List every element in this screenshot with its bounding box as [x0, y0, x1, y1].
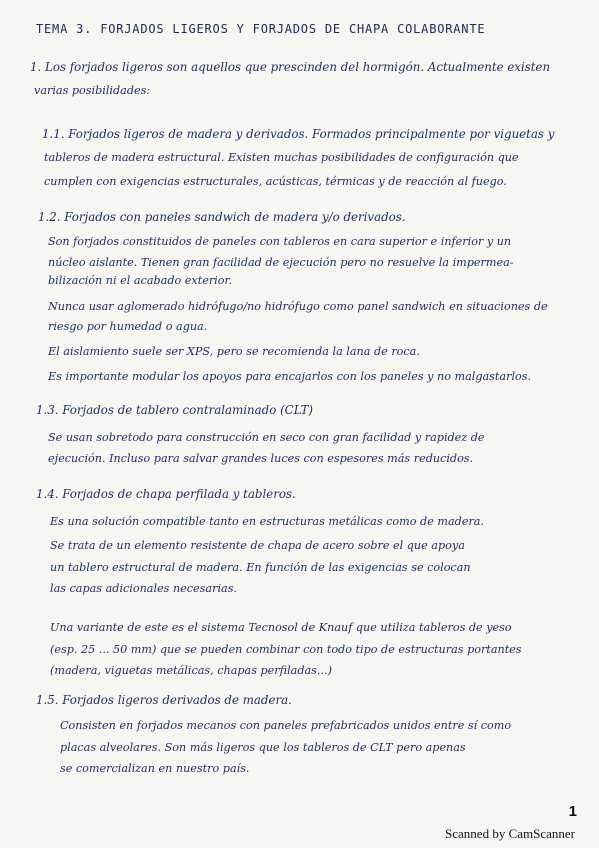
section-1-1-heading: 1.1. Forjados ligeros de madera y derivados. Formados principalmente por viguetas y: [42, 127, 555, 141]
section-1-2-line-2: núcleo aislante. Tienen gran facilidad de ejecución pero no resuelve la impermea-: [48, 256, 514, 269]
page-title: TEMA 3. FORJADOS LIGEROS Y FORJADOS DE CHAPA COLABORANTE: [36, 22, 486, 36]
section-1-4-line-3: un tablero estructural de madera. En función de las exigencias se colocan: [50, 561, 471, 574]
section-1-4-line-6: (esp. 25 ... 50 mm) que se pueden combinar con todo tipo de estructuras portantes: [50, 643, 522, 656]
section-1-2-line-6: El aislamiento suele ser XPS, pero se recomienda la lana de roca.: [48, 345, 420, 358]
section-1-2-line-3: bilización ni el acabado exterior.: [48, 274, 233, 287]
section-1-3-line-2: ejecución. Incluso para salvar grandes luces con espesores más reducidos.: [48, 452, 474, 465]
section-1-1-line-2: tableros de madera estructural. Existen muchas posibilidades de configuración que: [44, 151, 519, 164]
section-1-4-line-4: las capas adicionales necesarias.: [50, 582, 237, 595]
intro-line-2: varias posibilidades:: [34, 84, 151, 97]
section-1-4-line-7: (madera, viguetas metálicas, chapas perfiladas...): [50, 664, 332, 677]
section-1-1-line-3: cumplen con exigencias estructurales, acústicas, térmicas y de reacción al fuego.: [44, 175, 507, 188]
intro-line-1: 1. Los forjados ligeros son aquellos que prescinden del hormigón. Actualmente existen: [30, 60, 551, 74]
section-1-5-line-1: Consisten en forjados mecanos con paneles prefabricados unidos entre sí como: [60, 719, 512, 732]
section-1-3-line-1: Se usan sobretodo para construcción en seco con gran facilidad y rapidez de: [48, 431, 485, 444]
page-number: 1: [568, 803, 577, 820]
section-1-2-line-5: riesgo por humedad o agua.: [48, 320, 208, 333]
scanner-watermark: Scanned by CamScanner: [445, 826, 575, 841]
section-1-2-line-7: Es importante modular los apoyos para encajarlos con los paneles y no malgastarlos.: [48, 370, 532, 383]
section-1-5-heading: 1.5. Forjados ligeros derivados de madera.: [36, 693, 292, 707]
section-1-4-heading: 1.4. Forjados de chapa perfilada y tableros.: [36, 487, 296, 501]
section-1-4-line-5: Una variante de este es el sistema Tecnosol de Knauf que utiliza tableros de yeso: [50, 621, 512, 634]
section-1-2-heading: 1.2. Forjados con paneles sandwich de madera y/o derivados.: [38, 210, 406, 224]
section-1-4-line-1: Es una solución compatible tanto en estructuras metálicas como de madera.: [50, 515, 485, 528]
section-1-3-heading: 1.3. Forjados de tablero contralaminado (CLT): [36, 403, 314, 417]
section-1-2-line-4: Nunca usar aglomerado hidrófugo/no hidrófugo como panel sandwich en situaciones de: [48, 300, 548, 313]
section-1-5-line-2: placas alveolares. Son más ligeros que los tableros de CLT pero apenas: [60, 741, 466, 754]
section-1-4-line-2: Se trata de un elemento resistente de chapa de acero sobre el que apoya: [50, 539, 465, 552]
section-1-2-line-1: Son forjados constituidos de paneles con tableros en cara superior e inferior y un: [48, 235, 512, 248]
section-1-5-line-3: se comercializan en nuestro país.: [60, 762, 250, 775]
